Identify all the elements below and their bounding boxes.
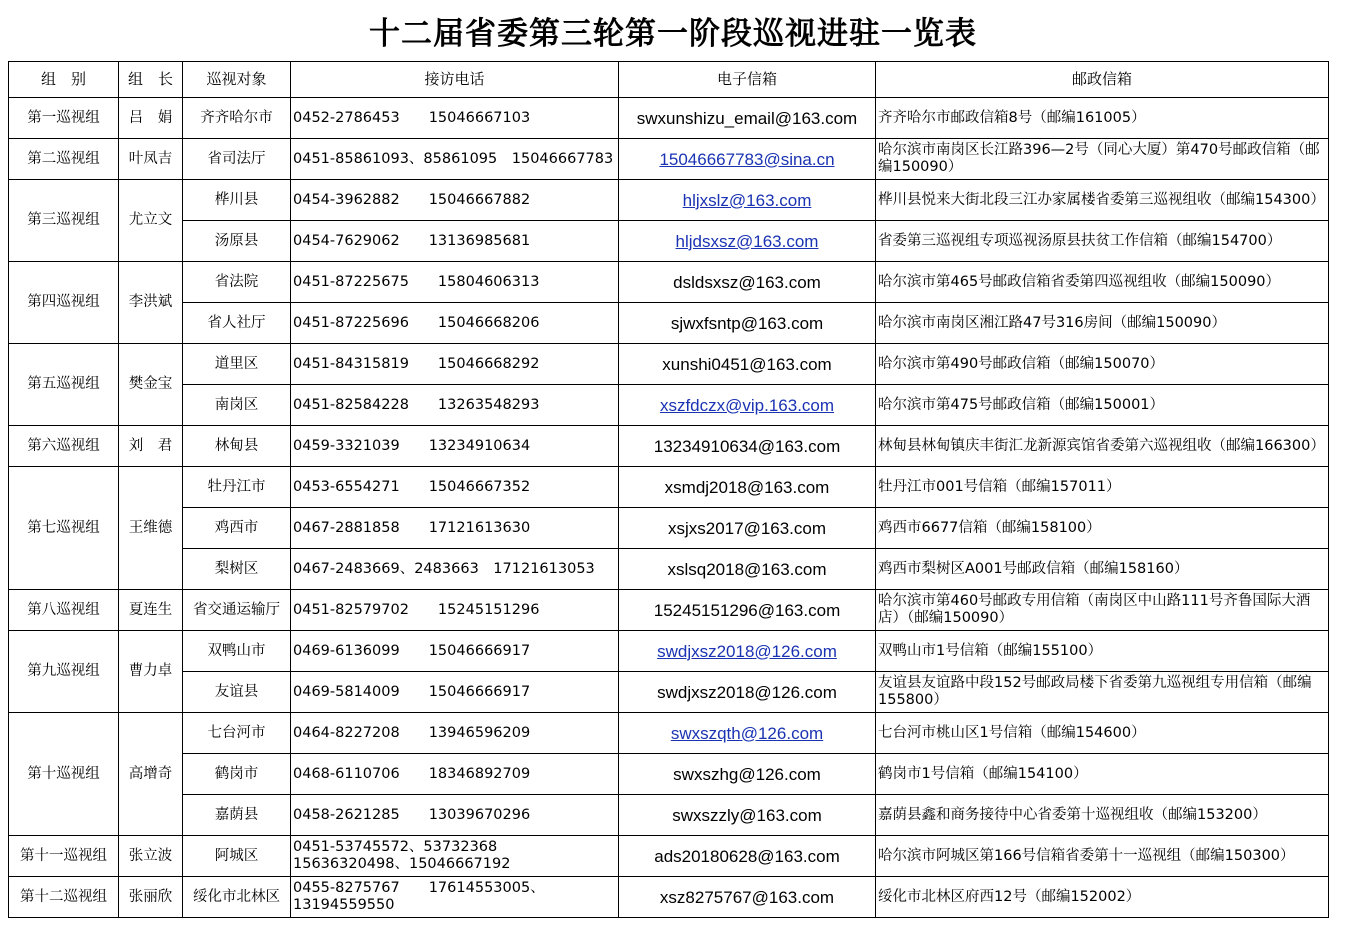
phone-numbers: 0468-6110706 18346892709 bbox=[291, 754, 619, 795]
postal-box: 牡丹江市001号信箱（邮编157011） bbox=[876, 467, 1329, 508]
phone-numbers: 0451-85861093、85861095 15046667783 bbox=[291, 139, 619, 180]
inspection-target: 桦川县 bbox=[183, 180, 291, 221]
group-name: 第七巡视组 bbox=[9, 467, 119, 590]
group-leader: 张丽欣 bbox=[119, 877, 183, 918]
postal-box: 桦川县悦来大街北段三江办家属楼省委第三巡视组收（邮编154300） bbox=[876, 180, 1329, 221]
email-cell bbox=[619, 467, 876, 508]
postal-box: 双鸭山市1号信箱（邮编155100） bbox=[876, 631, 1329, 672]
inspection-target: 省法院 bbox=[183, 262, 291, 303]
group-leader: 李洪斌 bbox=[119, 262, 183, 344]
group-leader: 尤立文 bbox=[119, 180, 183, 262]
email-cell bbox=[619, 508, 876, 549]
postal-box: 林甸县林甸镇庆丰街汇龙新源宾馆省委第六巡视组收（邮编166300） bbox=[876, 426, 1329, 467]
inspection-target: 林甸县 bbox=[183, 426, 291, 467]
email-cell bbox=[619, 139, 876, 180]
email-cell bbox=[619, 877, 876, 918]
group-name: 第一巡视组 bbox=[9, 98, 119, 139]
page-title: 十二届省委第三轮第一阶段巡视进驻一览表 bbox=[369, 16, 977, 52]
email-cell bbox=[619, 180, 876, 221]
phone-numbers: 0451-53745572、53732368 15636320498、15046667192 bbox=[291, 836, 619, 877]
postal-box: 鸡西市6677信箱（邮编158100） bbox=[876, 508, 1329, 549]
table-row bbox=[9, 303, 1329, 344]
email-cell bbox=[619, 385, 876, 426]
table-row bbox=[9, 426, 1329, 467]
table-row bbox=[9, 754, 1329, 795]
email-address: 13234910634@163.com bbox=[653, 436, 841, 456]
phone-numbers: 0469-6136099 15046666917 bbox=[291, 631, 619, 672]
postal-box: 嘉荫县鑫和商务接待中心省委第十巡视组收（邮编153200） bbox=[876, 795, 1329, 836]
table-row bbox=[9, 508, 1329, 549]
header-target: 巡视对象 bbox=[183, 62, 291, 98]
email-link[interactable]: swdjxsz2018@126.com bbox=[657, 641, 837, 661]
inspection-target: 鹤岗市 bbox=[183, 754, 291, 795]
email-cell bbox=[619, 426, 876, 467]
table-row bbox=[9, 631, 1329, 672]
group-name: 第九巡视组 bbox=[9, 631, 119, 713]
header-group: 组 别 bbox=[9, 62, 119, 98]
group-name: 第六巡视组 bbox=[9, 426, 119, 467]
header-phone: 接访电话 bbox=[291, 62, 619, 98]
group-leader: 叶凤吉 bbox=[119, 139, 183, 180]
group-leader: 曹力卓 bbox=[119, 631, 183, 713]
postal-box: 哈尔滨市第490号邮政信箱（邮编150070） bbox=[876, 344, 1329, 385]
table-row bbox=[9, 180, 1329, 221]
table-row bbox=[9, 385, 1329, 426]
email-address: xunshi0451@163.com bbox=[662, 354, 832, 374]
inspection-target: 省司法厅 bbox=[183, 139, 291, 180]
phone-numbers: 0469-5814009 15046666917 bbox=[291, 672, 619, 713]
postal-box: 哈尔滨市阿城区第166号信箱省委第十一巡视组（邮编150300） bbox=[876, 836, 1329, 877]
email-link[interactable]: swxszqth@126.com bbox=[670, 723, 824, 743]
email-cell bbox=[619, 549, 876, 590]
email-address: xsjxs2017@163.com bbox=[667, 518, 827, 538]
email-cell bbox=[619, 590, 876, 631]
email-address: swxszhg@126.com bbox=[673, 764, 821, 784]
email-link[interactable]: 15046667783@sina.cn bbox=[659, 149, 835, 169]
email-cell bbox=[619, 344, 876, 385]
phone-numbers: 0453-6554271 15046667352 bbox=[291, 467, 619, 508]
email-address: swxunshizu_email@163.com bbox=[636, 108, 858, 128]
phone-numbers: 0451-84315819 15046668292 bbox=[291, 344, 619, 385]
header-email: 电子信箱 bbox=[619, 62, 876, 98]
postal-box: 哈尔滨市第465号邮政信箱省委第四巡视组收（邮编150090） bbox=[876, 262, 1329, 303]
email-cell bbox=[619, 631, 876, 672]
email-address: sjwxfsntp@163.com bbox=[670, 313, 824, 333]
phone-numbers: 0454-7629062 13136985681 bbox=[291, 221, 619, 262]
table-row bbox=[9, 467, 1329, 508]
inspection-target: 齐齐哈尔市 bbox=[183, 98, 291, 139]
table-row bbox=[9, 590, 1329, 631]
email-address: 15245151296@163.com bbox=[653, 600, 841, 620]
postal-box: 省委第三巡视组专项巡视汤原县扶贫工作信箱（邮编154700） bbox=[876, 221, 1329, 262]
group-leader: 高增奇 bbox=[119, 713, 183, 836]
inspection-target: 友谊县 bbox=[183, 672, 291, 713]
table-row bbox=[9, 877, 1329, 918]
email-address: swdjxsz2018@126.com bbox=[657, 682, 837, 702]
inspection-target: 省交通运输厅 bbox=[183, 590, 291, 631]
table-row bbox=[9, 221, 1329, 262]
email-cell bbox=[619, 795, 876, 836]
phone-numbers: 0467-2881858 17121613630 bbox=[291, 508, 619, 549]
email-cell bbox=[619, 713, 876, 754]
inspection-table bbox=[8, 61, 1329, 918]
email-link[interactable]: hljdsxsz@163.com bbox=[675, 231, 819, 251]
group-leader: 王维德 bbox=[119, 467, 183, 590]
email-cell bbox=[619, 836, 876, 877]
email-cell bbox=[619, 98, 876, 139]
phone-numbers: 0467-2483669、2483663 17121613053 bbox=[291, 549, 619, 590]
inspection-target: 双鸭山市 bbox=[183, 631, 291, 672]
phone-numbers: 0451-82584228 13263548293 bbox=[291, 385, 619, 426]
phone-numbers: 0464-8227208 13946596209 bbox=[291, 713, 619, 754]
group-leader: 吕 娟 bbox=[119, 98, 183, 139]
inspection-target: 七台河市 bbox=[183, 713, 291, 754]
inspection-target: 绥化市北林区 bbox=[183, 877, 291, 918]
table-row bbox=[9, 713, 1329, 754]
postal-box: 哈尔滨市南岗区长江路396—2号（同心大厦）第470号邮政信箱（邮编150090） bbox=[876, 139, 1329, 180]
postal-box: 哈尔滨市南岗区湘江路47号316房间（邮编150090） bbox=[876, 303, 1329, 344]
phone-numbers: 0458-2621285 13039670296 bbox=[291, 795, 619, 836]
group-name: 第四巡视组 bbox=[9, 262, 119, 344]
email-cell bbox=[619, 303, 876, 344]
phone-numbers: 0459-3321039 13234910634 bbox=[291, 426, 619, 467]
email-address: swxszzly@163.com bbox=[672, 805, 822, 825]
group-name: 第二巡视组 bbox=[9, 139, 119, 180]
inspection-target: 嘉荫县 bbox=[183, 795, 291, 836]
header-row bbox=[9, 62, 1329, 98]
email-cell bbox=[619, 262, 876, 303]
postal-box: 鹤岗市1号信箱（邮编154100） bbox=[876, 754, 1329, 795]
inspection-target: 鸡西市 bbox=[183, 508, 291, 549]
header-leader: 组 长 bbox=[119, 62, 183, 98]
group-leader: 樊金宝 bbox=[119, 344, 183, 426]
postal-box: 绥化市北林区府西12号（邮编152002） bbox=[876, 877, 1329, 918]
group-name: 第五巡视组 bbox=[9, 344, 119, 426]
group-name: 第十一巡视组 bbox=[9, 836, 119, 877]
table-row bbox=[9, 549, 1329, 590]
header-post: 邮政信箱 bbox=[876, 62, 1329, 98]
inspection-target: 省人社厅 bbox=[183, 303, 291, 344]
table-row bbox=[9, 344, 1329, 385]
inspection-target: 汤原县 bbox=[183, 221, 291, 262]
email-address: xslsq2018@163.com bbox=[667, 559, 827, 579]
inspection-target: 阿城区 bbox=[183, 836, 291, 877]
postal-box: 齐齐哈尔市邮政信箱8号（邮编161005） bbox=[876, 98, 1329, 139]
group-leader: 张立波 bbox=[119, 836, 183, 877]
table-row bbox=[9, 98, 1329, 139]
phone-numbers: 0452-2786453 15046667103 bbox=[291, 98, 619, 139]
table-row bbox=[9, 672, 1329, 713]
table-row bbox=[9, 139, 1329, 180]
email-cell bbox=[619, 754, 876, 795]
group-name: 第十二巡视组 bbox=[9, 877, 119, 918]
email-address: xsmdj2018@163.com bbox=[664, 477, 830, 497]
table-row bbox=[9, 262, 1329, 303]
group-name: 第三巡视组 bbox=[9, 180, 119, 262]
table-row bbox=[9, 795, 1329, 836]
group-leader: 夏连生 bbox=[119, 590, 183, 631]
postal-box: 鸡西市梨树区A001号邮政信箱（邮编158160） bbox=[876, 549, 1329, 590]
email-address: ads20180628@163.com bbox=[654, 846, 840, 866]
inspection-target: 梨树区 bbox=[183, 549, 291, 590]
email-link[interactable]: hljxslz@163.com bbox=[682, 190, 812, 210]
group-name: 第八巡视组 bbox=[9, 590, 119, 631]
group-leader: 刘 君 bbox=[119, 426, 183, 467]
phone-numbers: 0451-82579702 15245151296 bbox=[291, 590, 619, 631]
email-cell bbox=[619, 672, 876, 713]
postal-box: 哈尔滨市第460号邮政专用信箱（南岗区中山路111号齐鲁国际大酒店）（邮编150090） bbox=[876, 590, 1329, 631]
postal-box: 七台河市桃山区1号信箱（邮编154600） bbox=[876, 713, 1329, 754]
phone-numbers: 0455-8275767 17614553005、13194559550 bbox=[291, 877, 619, 918]
postal-box: 哈尔滨市第475号邮政信箱（邮编150001） bbox=[876, 385, 1329, 426]
email-link[interactable]: xszfdczx@vip.163.com bbox=[659, 395, 835, 415]
phone-numbers: 0451-87225675 15804606313 bbox=[291, 262, 619, 303]
inspection-target: 道里区 bbox=[183, 344, 291, 385]
email-cell bbox=[619, 221, 876, 262]
table-row bbox=[9, 836, 1329, 877]
email-address: dsldsxsz@163.com bbox=[673, 272, 821, 292]
phone-numbers: 0451-87225696 15046668206 bbox=[291, 303, 619, 344]
group-name: 第十巡视组 bbox=[9, 713, 119, 836]
postal-box: 友谊县友谊路中段152号邮政局楼下省委第九巡视组专用信箱（邮编155800） bbox=[876, 672, 1329, 713]
email-address: xsz8275767@163.com bbox=[659, 887, 835, 907]
inspection-target: 南岗区 bbox=[183, 385, 291, 426]
inspection-target: 牡丹江市 bbox=[183, 467, 291, 508]
phone-numbers: 0454-3962882 15046667882 bbox=[291, 180, 619, 221]
